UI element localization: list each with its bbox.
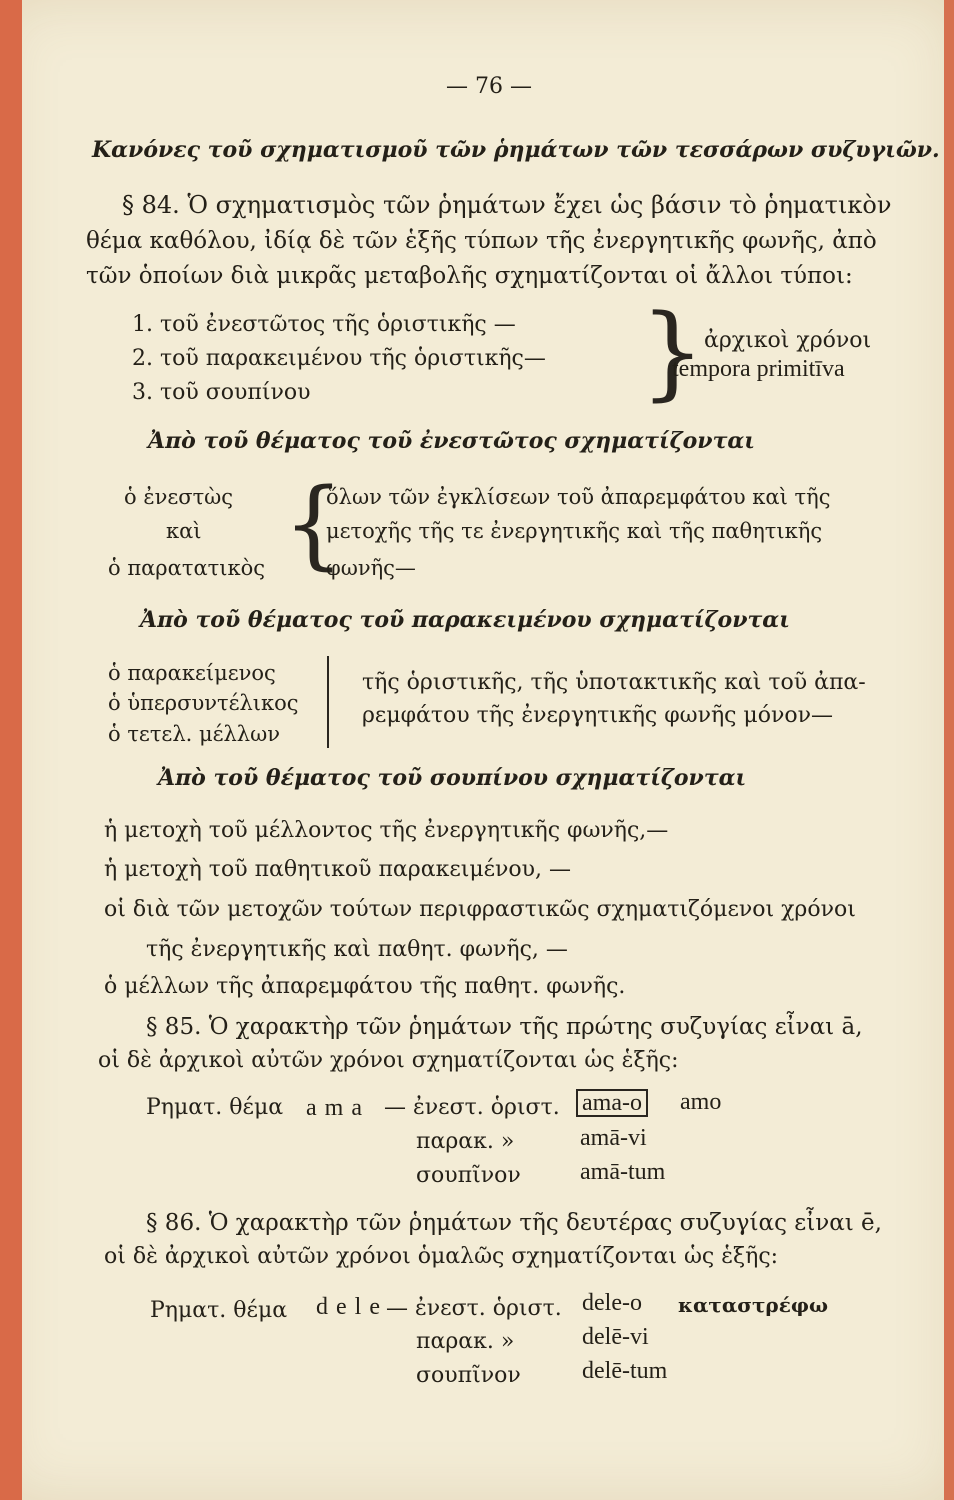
sub1-heading: Ἀπὸ τοῦ θέματος τοῦ ἐνεστῶτος σχηματίζονται — [148, 428, 755, 454]
page-edge-right — [944, 0, 954, 1500]
p86-row2-label: παρακ. » — [416, 1329, 515, 1354]
p85-line1: § 85. Ὁ χαρακτὴρ τῶν ῥημάτων τῆς πρώτης συζυγίας εἶναι ā, — [146, 1014, 863, 1040]
p86-row1-stem: d e l e — [316, 1294, 381, 1320]
p85-row2-val: amā-vi — [580, 1125, 647, 1151]
sub2-left-3: ὁ τετελ. μέλλων — [108, 722, 281, 746]
p86-row3-label: σουπῖνον — [416, 1363, 521, 1388]
p86-line2: οἱ δὲ ἀρχικοὶ αὐτῶν χρόνοι ὁμαλῶς σχηματίζονται ὡς ἑξῆς: — [104, 1244, 779, 1269]
page-heading: Κανόνες τοῦ σχηματισμοῦ τῶν ῥημάτων τῶν τεσσάρων συζυγιῶν. — [92, 137, 940, 163]
p86-row2-val: delē-vi — [582, 1324, 649, 1350]
sub1-right-1: ὅλων τῶν ἐγκλίσεων τοῦ ἀπαρεμφάτου καὶ τῆς — [326, 485, 831, 509]
p85-row1-mid: — ἐνεστ. ὁριστ. — [384, 1095, 560, 1120]
page-edge-left — [0, 0, 22, 1500]
tense-1: 1. τοῦ ἐνεστῶτος τῆς ὁριστικῆς — — [132, 312, 516, 337]
p84-line2: θέμα καθόλου, ἰδίᾳ δὲ τῶν ἑξῆς τύπων τῆς ἐνεργητικῆς φωνῆς, ἀπὸ — [86, 228, 877, 254]
tense-3: 3. τοῦ σουπίνου — [132, 380, 311, 405]
tenses-note-greek: ἀρχικοὶ χρόνοι — [704, 328, 872, 353]
p84-line1: § 84. Ὁ σχηματισμὸς τῶν ῥημάτων ἔχει ὡς βάσιν τὸ ῥηματικὸν — [122, 191, 892, 219]
sub3-line-4: τῆς ἐνεργητικῆς καὶ παθητ. φωνῆς, — — [146, 937, 568, 962]
sub1-right-2: μετοχῆς τῆς τε ἐνεργητικῆς καὶ τῆς παθητικῆς — [326, 519, 823, 543]
p85-row1-stem: a m a — [306, 1095, 363, 1121]
sub1-left-1: ὁ ἐνεστὼς — [124, 485, 234, 509]
tense-2: 2. τοῦ παρακειμένου τῆς ὁριστικῆς— — [132, 346, 546, 371]
sub3-heading: Ἀπὸ τοῦ θέματος τοῦ σουπίνου σχηματίζονται — [158, 765, 747, 791]
p85-row1-box: ama-o — [576, 1089, 648, 1117]
p86-row1-trans: καταστρέφω — [678, 1293, 829, 1317]
sub2-right-1: τῆς ὁριστικῆς, τῆς ὑποτακτικῆς καὶ τοῦ ἀπα- — [362, 670, 866, 695]
sub1-right-3: φωνῆς— — [326, 556, 416, 580]
sub3-line-3: οἱ διὰ τῶν μετοχῶν τούτων περιφραστικῶς σχηματιζόμενοι χρόνοι — [104, 897, 856, 922]
sub3-line-2: ἡ μετοχὴ τοῦ παθητικοῦ παρακειμένου, — — [104, 857, 572, 882]
p85-row1-box-wrap — [576, 1088, 648, 1118]
p84-line3: τῶν ὁποίων διὰ μικρᾶς μεταβολῆς σχηματίζονται οἱ ἄλλοι τύποι: — [86, 263, 853, 289]
page-number: — 76 — — [446, 74, 532, 99]
sub1-left-2: καὶ — [166, 519, 202, 543]
sub3-line-5: ὁ μέλλων τῆς ἀπαρεμφάτου τῆς παθητ. φωνῆς. — [104, 974, 626, 999]
p85-row3-val: amā-tum — [580, 1159, 666, 1185]
p85-row1-label: Ρηματ. θέμα — [146, 1095, 284, 1120]
sub1-brace: { — [283, 468, 345, 580]
sub2-right-2: ρεμφάτου τῆς ἐνεργητικῆς φωνῆς μόνον— — [362, 703, 833, 728]
tenses-note-latin: tempora primitīva — [672, 356, 845, 382]
sub2-divider — [327, 656, 329, 748]
tenses-brace: } — [640, 293, 705, 412]
p85-row1-val: amo — [680, 1089, 722, 1115]
p85-line2: οἱ δὲ ἀρχικοὶ αὐτῶν χρόνοι σχηματίζονται ὡς ἑξῆς: — [98, 1048, 679, 1073]
p86-row1-mid: — ἐνεστ. ὁριστ. — [386, 1296, 562, 1321]
p86-row1-val: dele-o — [582, 1290, 642, 1316]
p85-row3-label: σουπῖνον — [416, 1163, 521, 1188]
p85-row2-label: παρακ. » — [416, 1129, 515, 1154]
p86-row3-val: delē-tum — [582, 1358, 668, 1384]
sub2-left-1: ὁ παρακείμενος — [108, 661, 276, 685]
p86-row1-label: Ρηματ. θέμα — [150, 1298, 288, 1323]
p86-line1: § 86. Ὁ χαρακτὴρ τῶν ῥημάτων τῆς δευτέρας συζυγίας εἶναι ē, — [146, 1210, 882, 1236]
sub2-left-2: ὁ ὑπερσυντέλικος — [108, 691, 299, 715]
sub1-left-3: ὁ παρατατικὸς — [108, 556, 266, 580]
sub3-line-1: ἡ μετοχὴ τοῦ μέλλοντος τῆς ἐνεργητικῆς φωνῆς,— — [104, 818, 669, 843]
sub2-heading: Ἀπὸ τοῦ θέματος τοῦ παρακειμένου σχηματίζονται — [140, 607, 790, 633]
